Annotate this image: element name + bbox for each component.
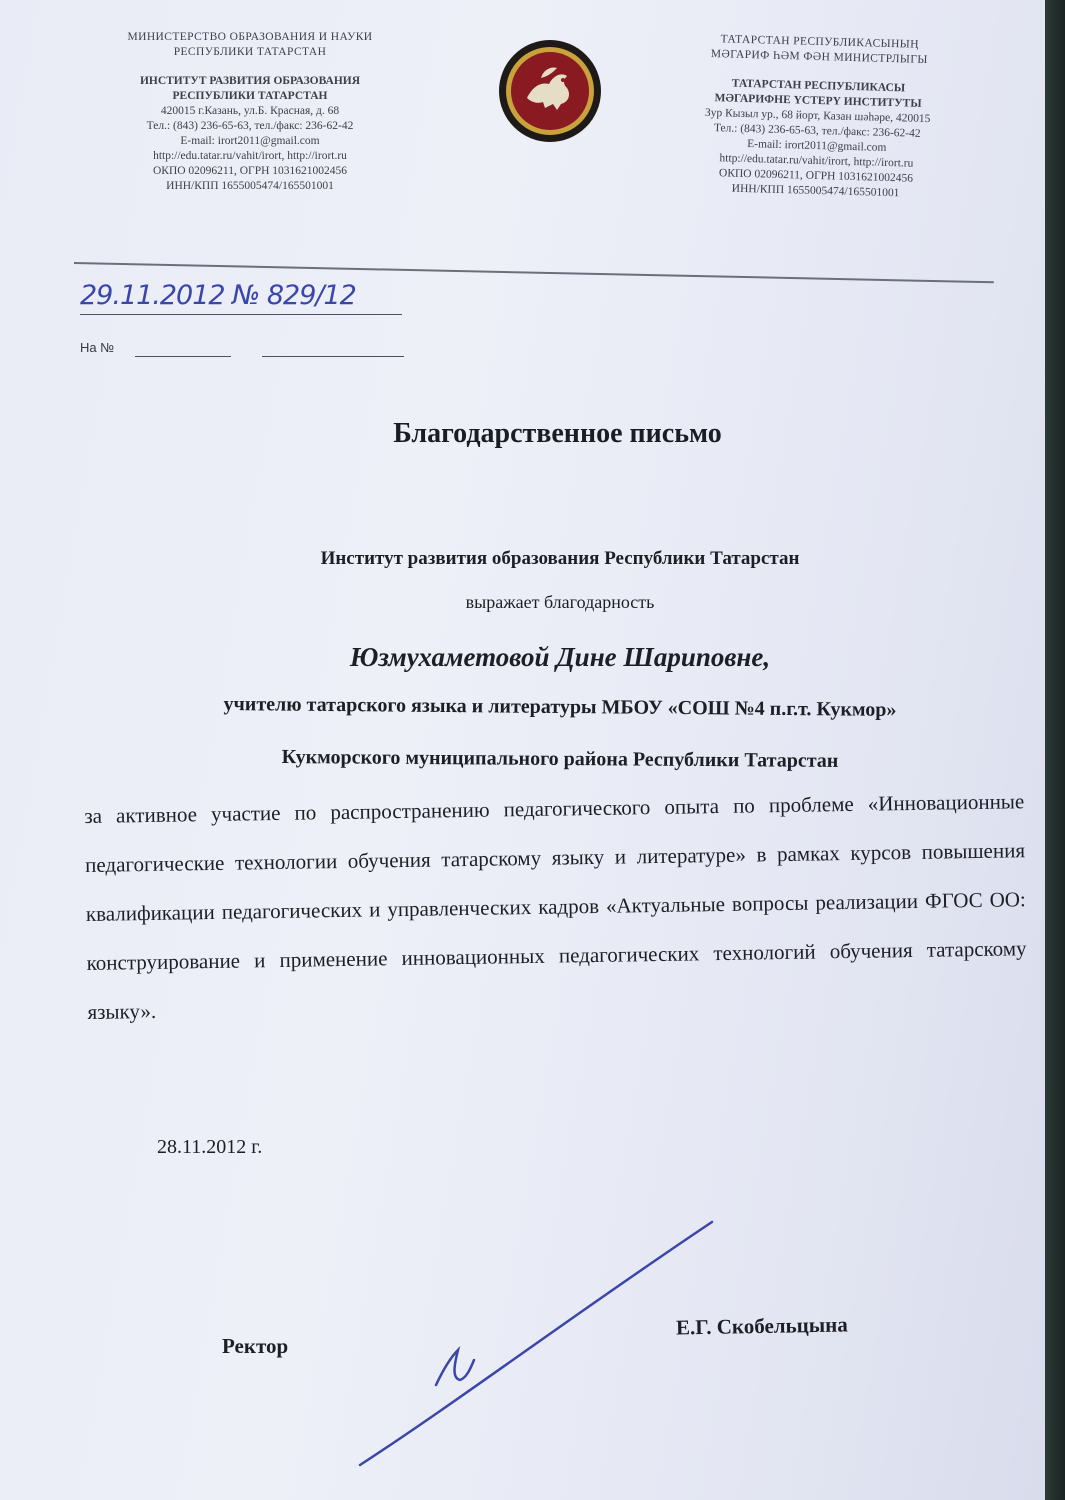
institute-line2-ru: РЕСПУБЛИКИ ТАТАРСТАН — [172, 90, 328, 102]
reference-blank-2 — [262, 356, 404, 357]
address-tt: Зур Кызыл ур., 68 йорт, Казан шәһәре, 420015 — [704, 106, 931, 126]
recipient-district: Кукморского муниципального района Республики Татарстан — [281, 746, 839, 772]
registration-number — [80, 280, 356, 311]
signatory-title: Ректор — [222, 1334, 289, 1358]
registration-handwritten: 29.11.2012 № 829/12 — [80, 280, 356, 311]
recipient-name: Юзмухаметовой Дине Шариповне, — [349, 642, 771, 672]
institute-line1-ru: ИНСТИТУТ РАЗВИТИЯ ОБРАЗОВАНИЯ — [139, 75, 361, 87]
reference-label: На № — [80, 340, 115, 355]
letter-title: Благодарственное письмо — [393, 418, 722, 449]
ministry-line1-ru: МИНИСТЕРСТВО ОБРАЗОВАНИЯ И НАУКИ — [127, 31, 373, 43]
letter-date: 28.11.2012 г. — [157, 1136, 263, 1158]
inn-tt: ИНН/КПП 1655005474/165501001 — [731, 182, 900, 200]
address-ru: 420015 г.Казань, ул.Б. Красная, д. 68 — [160, 105, 340, 117]
ministry-line2-ru: РЕСПУБЛИКИ ТАТАРСТАН — [173, 46, 327, 58]
inn-ru: ИНН/КПП 1655005474/165501001 — [166, 180, 334, 192]
reference-blank-1 — [135, 356, 231, 357]
recipient-position: учителю татарского языка и литературы МБОУ «СОШ №4 п.г.т. Кукмор» — [223, 693, 897, 721]
signatory-name: Е.Г. Скобельцына — [675, 1312, 848, 1340]
institute-line1-tt: ТАТАРСТАН РЕСПУБЛИКАСЫ — [731, 77, 906, 95]
institute-line2-tt: МӘГАРИФНЕ ҮСТЕРҮ ИНСТИТУТЫ — [714, 92, 922, 110]
issuer: Институт развития образования Республики Татарстан — [320, 548, 800, 569]
web-tt: http://edu.tatar.ru/vahit/irort, http://irort.ru — [719, 152, 914, 170]
email-tt: E-mail: irort2011@gmail.com — [747, 138, 887, 154]
signature-icon — [340, 1210, 740, 1480]
header-left — [70, 30, 430, 194]
web-ru: http://edu.tatar.ru/vahit/irort, http://irort.ru — [153, 150, 347, 162]
email-ru: E-mail: irort2011@gmail.com — [180, 135, 320, 147]
expresses-gratitude: выражает благодарность — [465, 592, 655, 612]
reference-field — [80, 340, 114, 355]
phone-tt: Тел.: (843) 236-65-63, тел./факс: 236-62-42 — [713, 122, 921, 140]
ministry-line1-tt: ТАТАРСТАН РЕСПУБЛИКАСЫНЫҢ — [720, 33, 920, 51]
okpo-tt: ОКПО 02096211, ОГРН 1031621002456 — [718, 167, 914, 185]
tatarstan-emblem-icon — [497, 38, 603, 144]
okpo-ru: ОКПО 02096211, ОГРН 1031621002456 — [152, 165, 348, 177]
registration-underline — [80, 314, 402, 315]
header-right — [635, 30, 999, 204]
ministry-line2-tt: МӘГАРИФ ҺӘМ ФӘН МИНИСТРЛЫГЫ — [710, 47, 928, 67]
background-edge — [1045, 0, 1065, 1500]
phone-ru: Тел.: (843) 236-65-63, тел./факс: 236-62-42 — [146, 120, 354, 132]
letter-body: за активное участие по распространению педагогического опыта по проблеме «Инновационные педагогические технологии обучения татарскому языку и литературе» в рамках курсов повышения квалификации педагогических и управленческих кадров «Актуальные вопросы реализации ФГОС ОО: конструирование и применение инновационных педагогических технологий обучения татарскому языку». — [84, 789, 1027, 1024]
